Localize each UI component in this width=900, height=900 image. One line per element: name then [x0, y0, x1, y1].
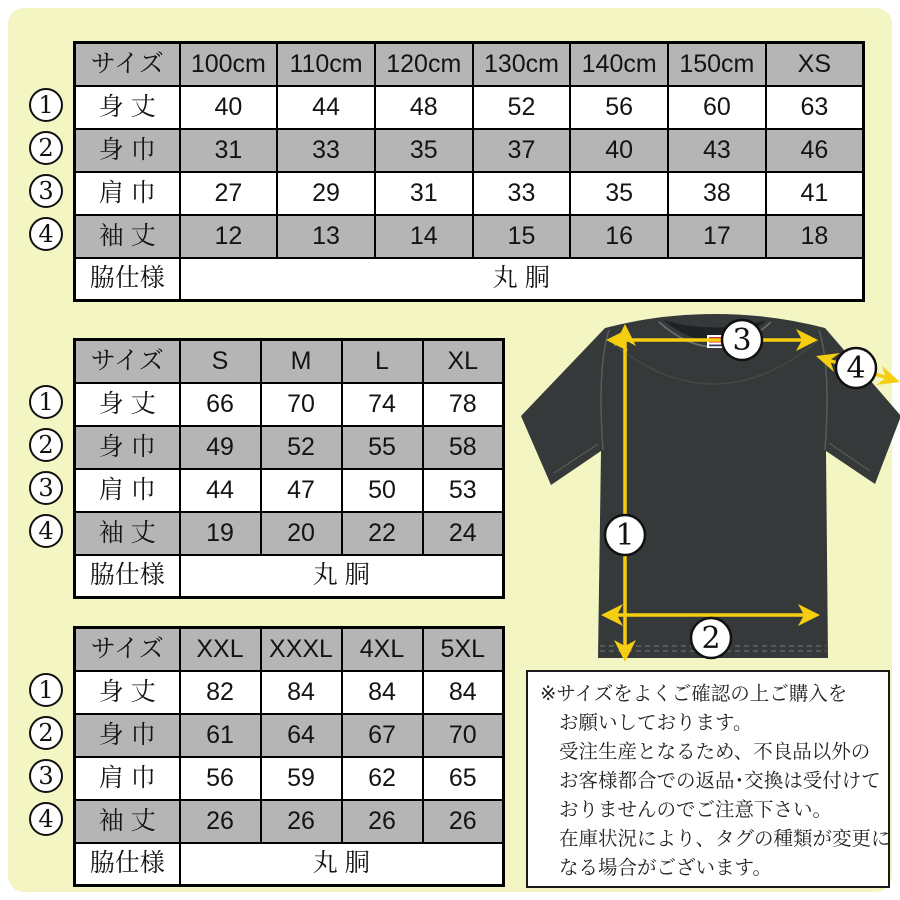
measure-label: 身 丈	[75, 671, 180, 714]
measure-label: 身 巾	[75, 426, 180, 469]
measure-value: 56	[570, 86, 668, 129]
measure-value: 70	[261, 383, 342, 426]
shirt-marker-3	[722, 320, 762, 360]
measure-value: 44	[277, 86, 375, 129]
measure-value: 14	[375, 215, 473, 258]
measure-value: 52	[473, 86, 571, 129]
measure-value: 43	[668, 129, 766, 172]
note-line: 在庫状況により、タグの種類が変更に	[559, 828, 891, 850]
size-column-header: S	[180, 340, 261, 383]
measure-value: 82	[180, 671, 261, 714]
measure-label: 肩 巾	[75, 757, 180, 800]
measure-value: 84	[261, 671, 342, 714]
row-marker-4: 4	[29, 514, 63, 548]
size-table-adult	[29, 338, 505, 599]
measure-row	[75, 671, 504, 714]
shirt-marker-2	[691, 618, 731, 658]
measure-row	[75, 172, 864, 215]
measure-value: 78	[423, 383, 504, 426]
measure-value: 84	[423, 671, 504, 714]
measure-value: 63	[766, 86, 864, 129]
side-spec-value: 丸 胴	[180, 258, 864, 301]
row-marker-3: 3	[29, 174, 63, 208]
size-table-kids	[29, 41, 865, 302]
measure-value: 18	[766, 215, 864, 258]
measure-value: 13	[277, 215, 375, 258]
measure-value: 26	[261, 800, 342, 843]
measure-label: 身 丈	[75, 383, 180, 426]
note-line: お客様都合での返品･交換は受付けて	[559, 770, 881, 792]
row-marker-3: 3	[29, 471, 63, 505]
measure-label: 肩 巾	[75, 469, 180, 512]
size-column-header: 130cm	[473, 43, 571, 86]
size-column-header: XXL	[180, 628, 261, 671]
measure-value: 44	[180, 469, 261, 512]
row-marker-2: 2	[29, 428, 63, 462]
measure-row	[75, 129, 864, 172]
size-column-header: 140cm	[570, 43, 668, 86]
measure-value: 35	[570, 172, 668, 215]
size-column-header: 5XL	[423, 628, 504, 671]
measure-value: 46	[766, 129, 864, 172]
header-row	[75, 628, 504, 671]
row-marker-2: 2	[29, 131, 63, 165]
purchase-note	[526, 670, 890, 888]
size-table-xxl-to-5xl	[73, 626, 505, 887]
measure-row	[75, 383, 504, 426]
measure-value: 48	[375, 86, 473, 129]
measure-value: 33	[277, 129, 375, 172]
measure-label: 身 丈	[75, 86, 180, 129]
measure-row	[75, 86, 864, 129]
note-line: お願いしております。	[559, 712, 753, 734]
size-column-header: XS	[766, 43, 864, 86]
size-header-label: サイズ	[75, 340, 180, 383]
measure-value: 26	[423, 800, 504, 843]
size-column-header: 120cm	[375, 43, 473, 86]
measure-value: 17	[668, 215, 766, 258]
measure-value: 55	[342, 426, 423, 469]
measure-value: 41	[766, 172, 864, 215]
side-spec-label: 脇仕様	[75, 555, 180, 598]
measure-label: 身 巾	[75, 714, 180, 757]
measure-value: 38	[668, 172, 766, 215]
measure-value: 31	[375, 172, 473, 215]
measure-value: 58	[423, 426, 504, 469]
measure-value: 16	[570, 215, 668, 258]
measure-row	[75, 512, 504, 555]
measure-row	[75, 215, 864, 258]
measure-value: 66	[180, 383, 261, 426]
measure-value: 74	[342, 383, 423, 426]
row-marker-2: 2	[29, 716, 63, 750]
side-spec-label: 脇仕様	[75, 258, 180, 301]
measure-label: 袖 丈	[75, 512, 180, 555]
measure-value: 35	[375, 129, 473, 172]
measure-row	[75, 469, 504, 512]
measure-row	[75, 714, 504, 757]
note-line: なる場合がございます。	[559, 857, 772, 879]
size-column-header: M	[261, 340, 342, 383]
size-table-large	[29, 626, 505, 887]
measure-value: 64	[261, 714, 342, 757]
size-column-header: 100cm	[180, 43, 278, 86]
note-line: おりませんのでご注意下さい。	[559, 799, 833, 821]
row-marker-1: 1	[29, 88, 63, 122]
measure-value: 67	[342, 714, 423, 757]
size-column-header: 4XL	[342, 628, 423, 671]
measure-value: 49	[180, 426, 261, 469]
row-marker-4: 4	[29, 217, 63, 251]
tshirt-measure-diagram	[513, 308, 900, 668]
shirt-marker-1	[605, 515, 645, 555]
size-column-header: 110cm	[277, 43, 375, 86]
measure-value: 52	[261, 426, 342, 469]
measure-value: 15	[473, 215, 571, 258]
measure-value: 29	[277, 172, 375, 215]
measure-value: 40	[180, 86, 278, 129]
note-line: 受注生産となるため、不良品以外の	[559, 741, 871, 763]
measure-value: 70	[423, 714, 504, 757]
side-spec-value: 丸 胴	[180, 555, 504, 598]
measure-value: 60	[668, 86, 766, 129]
shirt-marker-4	[836, 348, 876, 388]
header-row	[75, 43, 864, 86]
shirt-marker-2-digit: 2	[701, 621, 721, 656]
measure-value: 26	[342, 800, 423, 843]
measure-row	[75, 426, 504, 469]
measure-value: 12	[180, 215, 278, 258]
measure-value: 19	[180, 512, 261, 555]
measure-row	[75, 757, 504, 800]
side-spec-value: 丸 胴	[180, 843, 504, 886]
measure-value: 40	[570, 129, 668, 172]
size-chart-background	[8, 8, 892, 892]
measure-value: 53	[423, 469, 504, 512]
measure-value: 26	[180, 800, 261, 843]
measure-label: 袖 丈	[75, 800, 180, 843]
measure-value: 37	[473, 129, 571, 172]
measure-value: 65	[423, 757, 504, 800]
shirt-marker-3-digit: 3	[732, 323, 752, 358]
size-header-label: サイズ	[75, 43, 180, 86]
size-column-header: XXXL	[261, 628, 342, 671]
side-spec-label: 脇仕様	[75, 843, 180, 886]
size-column-header: L	[342, 340, 423, 383]
footer-row	[75, 843, 504, 886]
measure-value: 50	[342, 469, 423, 512]
measure-label: 袖 丈	[75, 215, 180, 258]
size-column-header: 150cm	[668, 43, 766, 86]
row-marker-3: 3	[29, 759, 63, 793]
note-line: ※サイズをよくご確認の上ご購入を	[540, 683, 848, 705]
measure-value: 24	[423, 512, 504, 555]
footer-row	[75, 258, 864, 301]
header-row	[75, 340, 504, 383]
measure-label: 肩 巾	[75, 172, 180, 215]
measure-value: 61	[180, 714, 261, 757]
footer-row	[75, 555, 504, 598]
size-header-label: サイズ	[75, 628, 180, 671]
row-marker-1: 1	[29, 673, 63, 707]
measure-value: 56	[180, 757, 261, 800]
row-marker-1: 1	[29, 385, 63, 419]
measure-value: 62	[342, 757, 423, 800]
size-table-kids-to-xs	[73, 41, 865, 302]
measure-label: 身 巾	[75, 129, 180, 172]
measure-value: 27	[180, 172, 278, 215]
measure-value: 22	[342, 512, 423, 555]
size-table-s-to-xl	[73, 338, 505, 599]
measure-value: 47	[261, 469, 342, 512]
measure-value: 31	[180, 129, 278, 172]
size-column-header: XL	[423, 340, 504, 383]
measure-value: 59	[261, 757, 342, 800]
measure-value: 84	[342, 671, 423, 714]
measure-value: 33	[473, 172, 571, 215]
shirt-marker-1-digit: 1	[615, 518, 635, 553]
measure-value: 20	[261, 512, 342, 555]
measure-row	[75, 800, 504, 843]
shirt-marker-4-digit: 4	[846, 351, 866, 386]
row-marker-4: 4	[29, 802, 63, 836]
